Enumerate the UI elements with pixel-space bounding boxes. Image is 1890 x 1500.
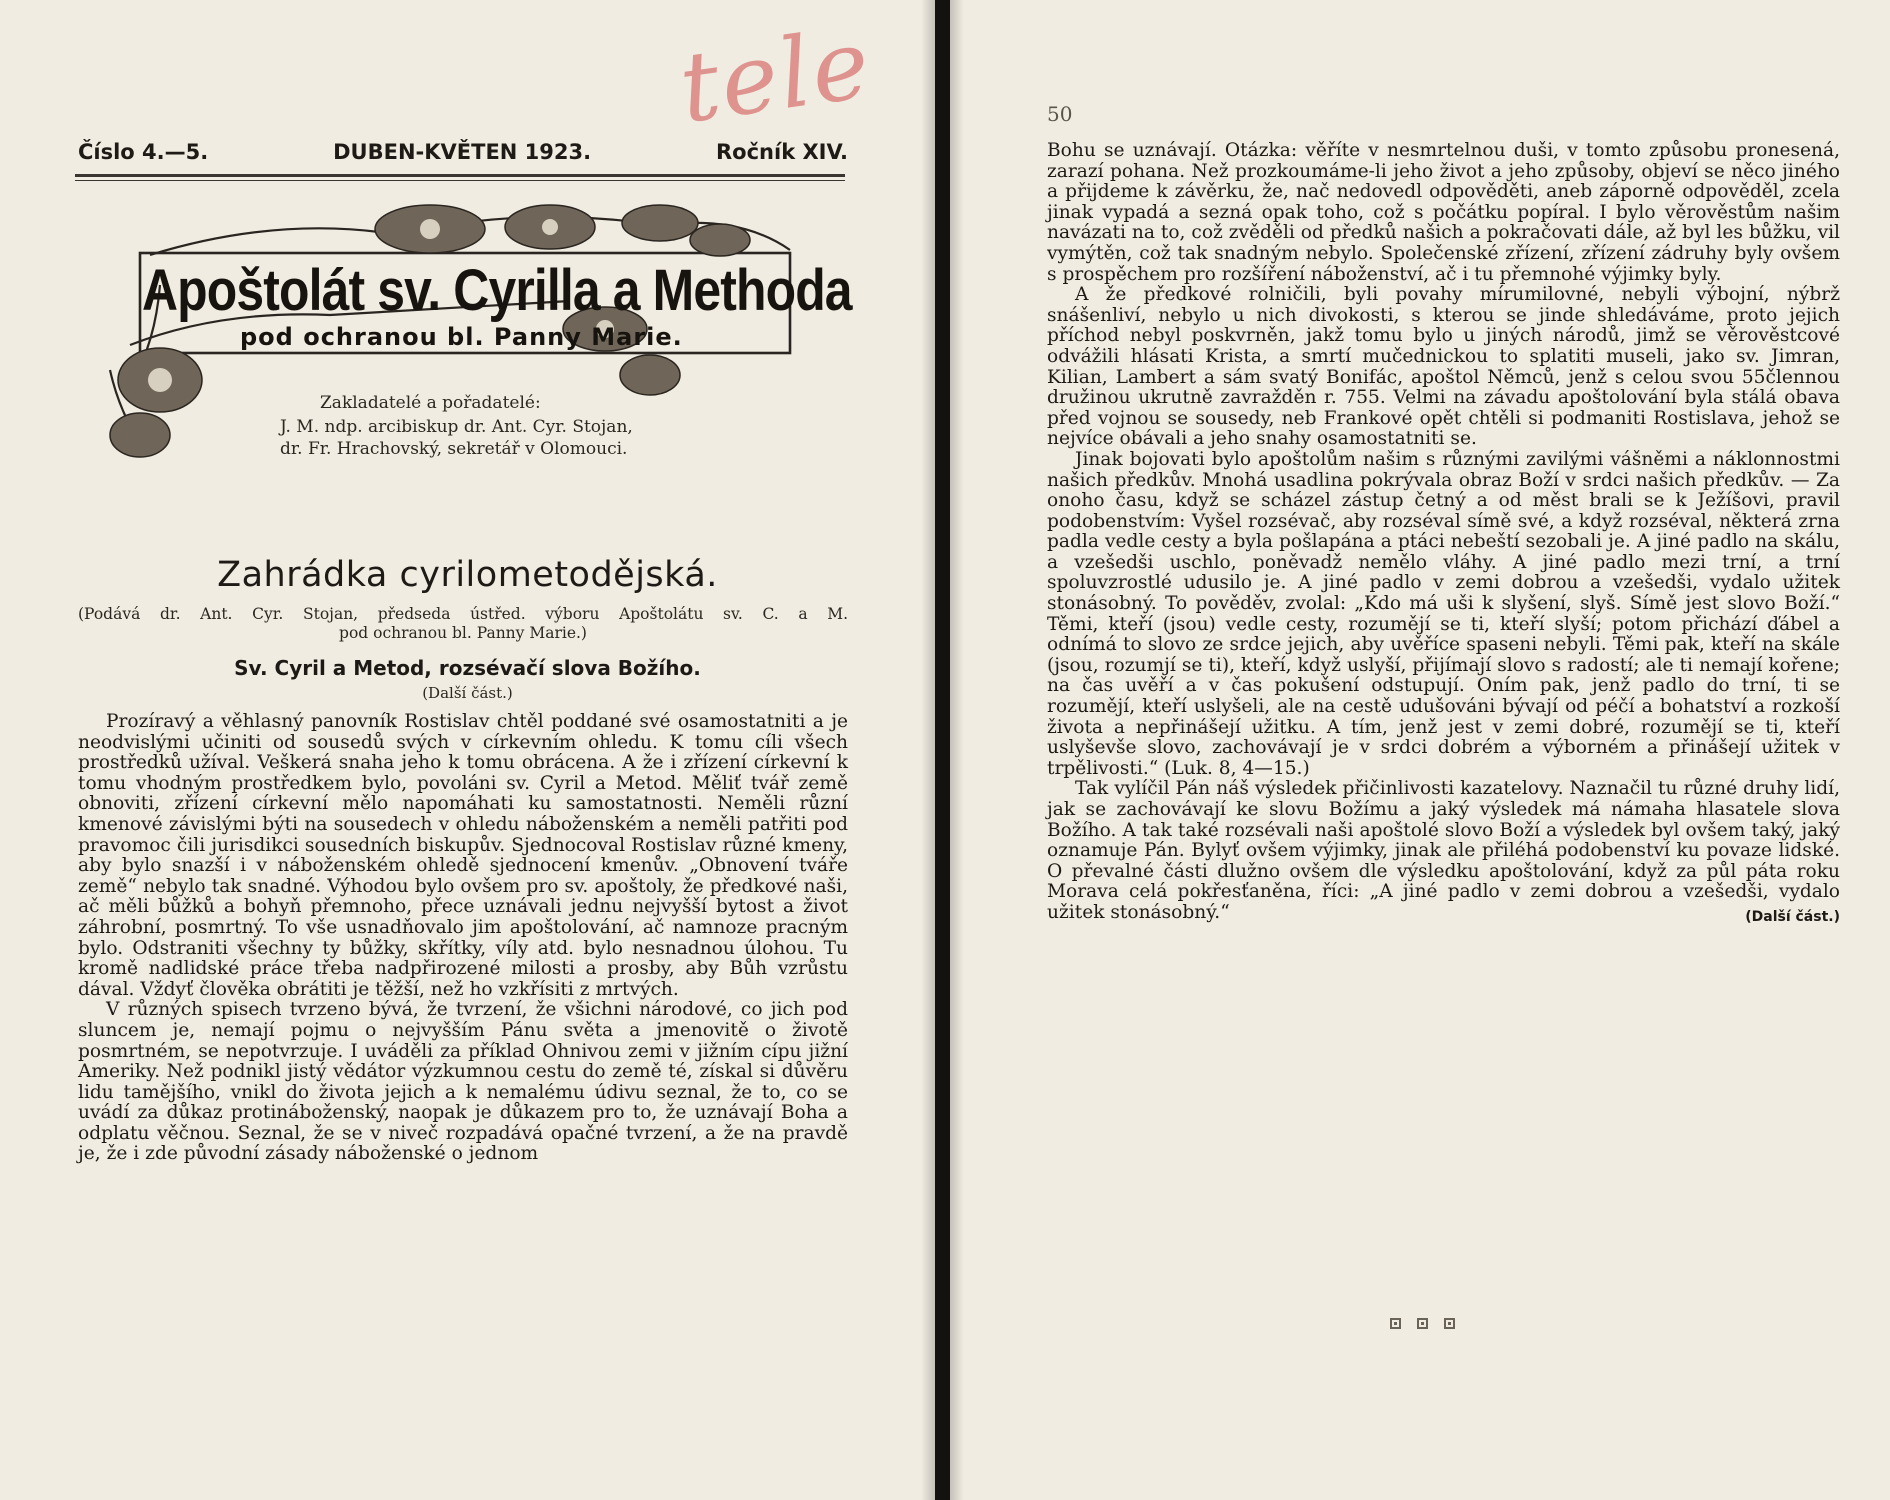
ornament-icon [1390, 1318, 1401, 1329]
continued-label: (Další část.) [422, 684, 513, 702]
masthead-rule-thick [75, 174, 845, 177]
byline-line: (Podává dr. Ant. Cyr. Stojan, předseda ústřed. výboru Apoštolátu sv. C. a M. [78, 605, 848, 623]
paragraph: A že předkové rolničili, byli povahy mírumilovné, nebyli výbojní, nýbrž snášenliví, nebylo u nich divokosti, s kterou se jinde shledáváme, proto jejich příchod nebyl poskvrněn, jakž tomu bylo u jiných národů, jimž se věrověstcové odvážili hlásati Krista, a smrtí mučednickou to splatiti museli, jako sv. Jimran, Kilian, Lambert a sám svatý Bonifác, apoštol Němců, jenž s celou svou 55člennou družinou ukrutně zavražděn r. 755. Velmi na závadu apoštolování byla stálá obava před vojnou se sousedy, neb Frankové opět chtěli si podmaniti Rostislava, jehož se nejvíce obávali a jeho snahy osamostatniti se. [1047, 284, 1840, 450]
paragraph: Bohu se uznávají. Otázka: věříte v nesmrtelnou duši, v tomto způsobu pronesená, zarazí pohana. Než prozkoumáme-li jeho život a jeho způsoby, objeví se něco jiného a přijdeme k závěrku, že, nač nedovedl odpověděti, aneb záporně odpověděl, zcela jinak vypadá a sezná opak toho, což s počátku popíral. I bylo věrověstům našim navázati na to, což zvěděli od předků našich a pokračovati dále, až byl les bůžku, vil vymýtěn, což tak snadným nebylo. Společenské zřízení, zřízení zádruhy byly ovšem s prospěchem pro rozšíření náboženství, ač i tu přemnohé výjimky byly. [1047, 140, 1840, 285]
paragraph: Prozíravý a věhlasný panovník Rostislav chtěl poddané své osamostatniti a je neodvislými učiniti od sousedů svých v církevním ohledu. K tomu cíli všech prostředků užíval. Veškerá snaha jeho k tomu obrácena. A že i zřízení církevní k tomu vhodným prostředkem bylo, povoláni sv. Cyril a Metod. Měliť tvář země obnoviti, zřízení církevní mělo napomáhati ku samostatnosti. Neměli různí kmenové závislými býti na sousedech v ohledu náboženském a neměli patřiti pod pravomoc čili jurisdikci sousedních biskupův. Sjednocoval Rostislav různé kmeny, aby bylo snazší i v náboženském ohledě sjednocení kmenův. „Obnovení tváře země“ nebylo tak snadné. Výhodou bylo ovšem pro sv. apoštoly, že předkové naši, ač měli bůžků a bohyň přemnoho, přece uznávali jednu nejvyšší bytost a život záhrobní, posmrtný. To vše usnadňovalo jim apoštolování, ač namnoze pracným bylo. Odstraniti všechny ty bůžky, skřítky, víly atd. bylo nesnadnou úlohou. Tu kromě nadlidské práce třeba nadpřirozené milosti a prosby, aby Bůh vzrůstu dával. Vždyť člověka obrátiti je těžší, než ho vzkřísiti z mrtvých. [78, 711, 848, 1000]
masthead [78, 140, 848, 164]
gutter-shadow [921, 0, 935, 1500]
end-ornaments [1390, 1318, 1455, 1329]
right-page [950, 0, 1890, 1500]
issue-number: Číslo 4.—5. [78, 140, 209, 164]
article-title: Sv. Cyril a Metod, rozsévačí slova Božího. [234, 656, 701, 680]
section-title: Zahrádka cyrilometodějská. [217, 555, 718, 595]
banner [100, 195, 852, 475]
byline-line: pod ochranou bl. Panny Marie.) [339, 624, 587, 642]
founders-line: dr. Fr. Hrachovský, sekretář v Olomouci. [280, 439, 628, 459]
byline [78, 605, 848, 643]
masthead-rule-thin [75, 180, 845, 181]
founders-label: Zakladatelé a pořadatelé: [320, 393, 541, 413]
continuation-note: (Další část.) [1745, 908, 1840, 925]
article-body [1047, 141, 1840, 928]
issue-date: DUBEN-KVĚTEN 1923. [333, 140, 592, 164]
founders-line: J. M. ndp. arcibiskup dr. Ant. Cyr. Stojan, [280, 417, 633, 437]
ornament-icon [1417, 1318, 1428, 1329]
left-page [0, 0, 935, 1500]
ornament-icon [1444, 1318, 1455, 1329]
page-number: 50 [1047, 102, 1073, 126]
paragraph [1047, 779, 1840, 923]
publication-subtitle: pod ochranou bl. Panny Marie. [240, 323, 683, 351]
gutter-shadow [950, 0, 964, 1500]
publication-title: Apoštolát sv. Cyrilla a Methoda [142, 258, 852, 323]
paragraph: Jinak bojovati bylo apoštolům našim s různými zavilými vášněmi a náklonnostmi našich předkův. Mnohá usadlina pokrývala obraz Boží v srdci našich předkův. — Za onoho času, když se scházel zástup četný a od měst brali se k Ježíšovi, pravil podobenstvím: Vyšel rozsévač, aby rozséval símě své, a když rozséval, některá zrna padla vedle cesty a byla pošlapána a ptáci nebeští sezobali je. A jiné padlo na skálu, a vzešedši uschlo, poněvadž nemělo vláhy. A jiné padlo mezi trní, a trní spoluvzrostlé udusilo je. A jiné padlo v zemi dobrou a vzešedši, vydalo užitek stonásobný. To pověděv, zvolal: „Kdo má uši k slyšení, slyš. Símě jest slovo Boží.“ Těmi, kteří (jsou) vedle cesty, rozumějí se ti, kteří slyší; potom přichází ďábel a odnímá to slovo ze srdce jejich, aby uvěříce spaseni nebyli. Těmi pak, kteří na skále (jsou, rozumjí se ti), kteří, když uslyší, přijímají slovo s radostí; ale ti nemají kořene; na čas uvěří a v čas pokušení odstupují. Oním pak, jenž padlo do trní, ti se rozumějí, kteří uslyšeli, ale na cestě udušováni bývají od péčí a bohatství a rozkoší života a nepřinášejí užitku. A tím, jenž jest v zemi dobré, rozumějí se ti, kteří uslyševše slovo, zachovávají je v srdci dobrém a výborném a přinášejí užitek v trpělivosti.“ (Luk. 8, 4—15.) [1047, 448, 1840, 779]
handwritten-annotation: tele [673, 7, 878, 145]
volume-number: Ročník XIV. [716, 140, 848, 164]
article-body [78, 712, 848, 1165]
paragraph-text: Tak vylíčil Pán náš výsledek přičinlivosti kazatelovy. Naznačil tu různé druhy lidí, jak se zachovávají ke slovu Božímu a jaký výsledek má námaha hlasatele slova Božího. A tak také rozsévali naši apoštolé slovo Boží a výsledek byl ovšem taký, jaký oznamuje Pán. Bylyť ovšem výjimky, jinak ale přiléhá podobenství ku povaze lidské. O převalné části dlužno ovšem dle výsledku apoštolování, když za půl páta roku Morava celá pokřesťaněna, říci: „A jiné padlo v zemi dobrou a vzešedši, vydalo užitek stonásobný.“ [1047, 778, 1840, 923]
paragraph: V různých spisech tvrzeno bývá, že tvrzení, že všichni národové, co jich pod sluncem je, nemají pojmu o nejvyšším Pánu světa a jmenovitě o životě posmrtném, se nepotvrzuje. I uváděli za příklad Ohnivou zemi v jižním cípu jižní Ameriky. Než podnikl jistý vědátor výzkumnou cestu do země té, získal si důvěru lidu tamějšího, vnikl do života jejich a k nemalému údivu seznal, že to, co se uvádí za důkaz protináboženský, naopak je důkazem pro to, že uznávají Boha a odplatu věčnou. Seznal, že se v niveč rozpadává opačné tvrzení, a že na pravdě je, že i zde původní zásady náboženské o jednom [78, 999, 848, 1165]
